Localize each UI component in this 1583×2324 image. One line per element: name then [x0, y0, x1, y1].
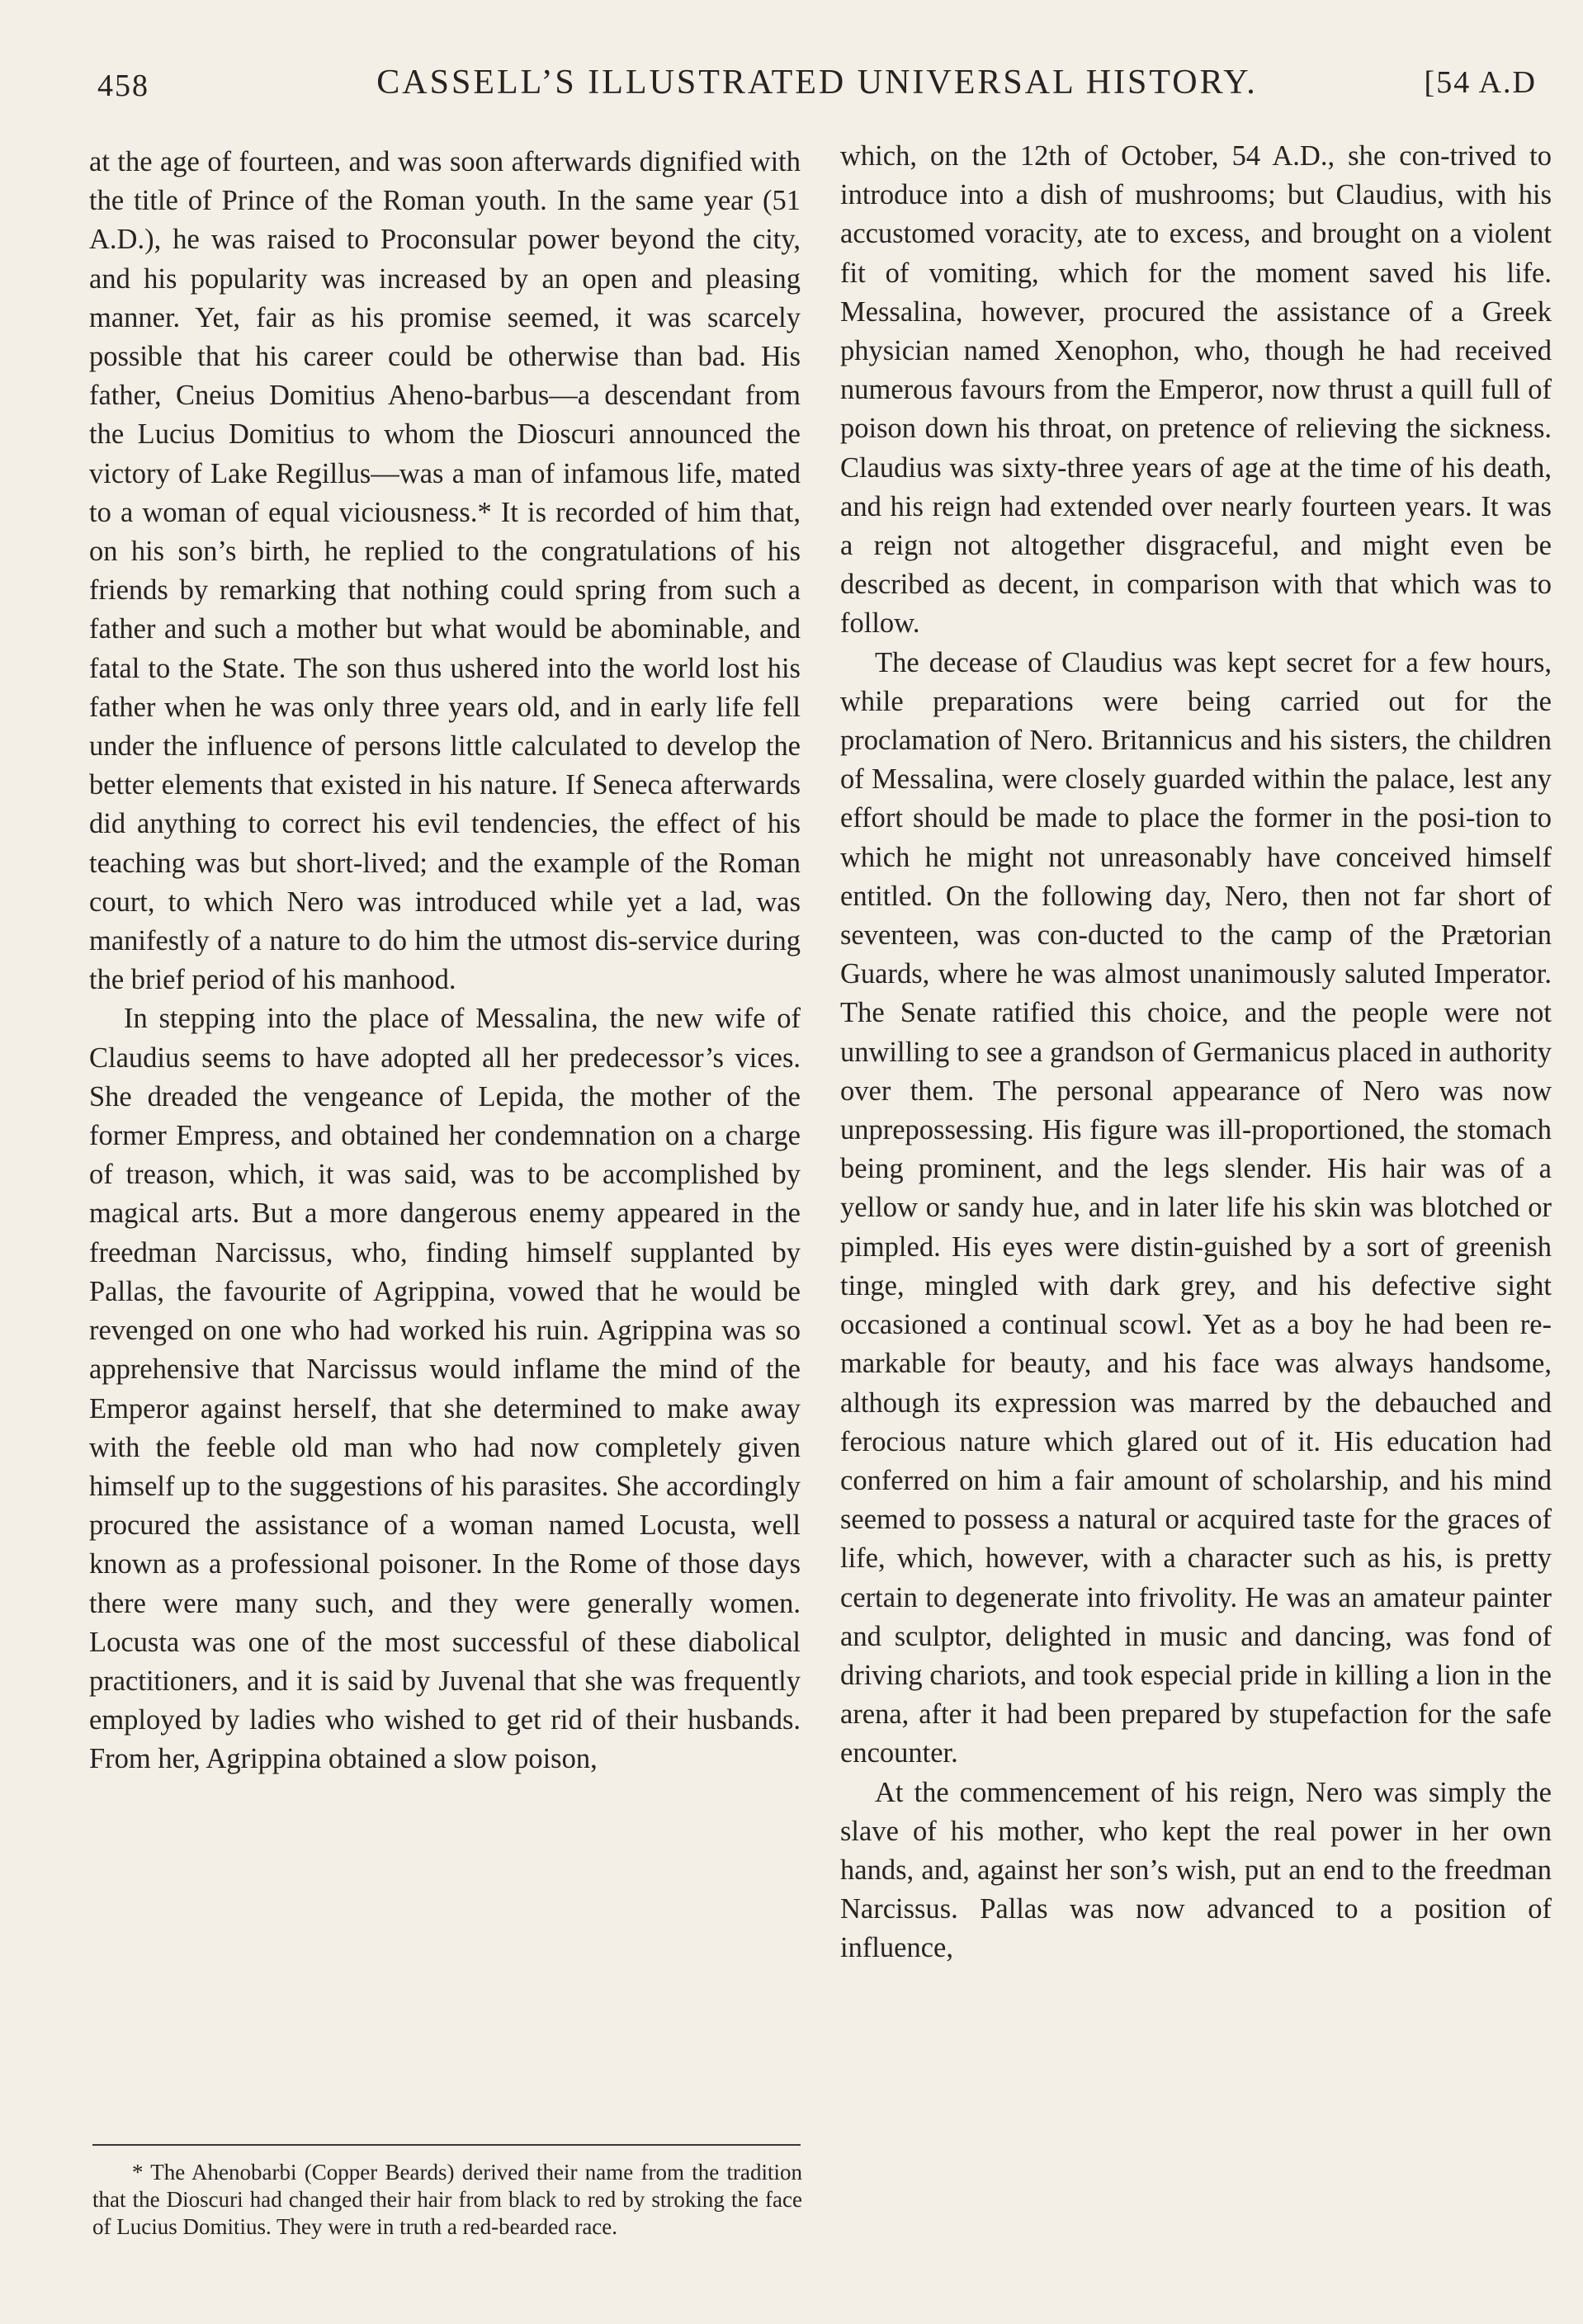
footnote: * The Ahenobarbi (Copper Beards) derived their name from the tradition that the Dioscuri had changed their hair from black to red by stroking the face of Lucius Domitius. They were in truth a red-bearded race.	[92, 2160, 802, 2239]
paragraph: At the commencement of his reign, Nero was simply the slave of his mother, who kept the real power in her own hands, and, against her son’s wish, put an end to the freedman Narcissus. Pallas was now advanced to a position of influence,	[840, 1776, 1552, 1964]
running-head	[97, 58, 1537, 107]
paragraph: The decease of Claudius was kept secret for a few hours, while preparations were being carried out for the proclamation of Nero. Britannicus and his sisters, the children of Messalina, were closely guarded within the palace, lest any effort should be made to place the former in the posi-tion to which he might not unreasonably have conceived himself entitled. On the following day, Nero, then not far short of seventeen, was con-ducted to the camp of the Prætorian Guards, where he was almost unanimously saluted Imperator. The Senate ratified this choice, and the people were not unwilling to see a grandson of Germanicus placed in authority over them. The personal appearance of Nero was now unprepossessing. His figure was ill-proportioned, the stomach being prominent, and the legs slender. His hair was of a yellow or sandy hue, and in later life his skin was blotched or pimpled. His eyes were distin-guished by a sort of greenish tinge, mingled with dark grey, and his defective sight occasioned a continual scowl. Yet as a boy he had been re-markable for beauty, and his face was always handsome, although its expression was marred by the debauched and ferocious nature which glared out of it. His education had conferred on him a fair amount of scholarship, and his mind seemed to possess a natural or acquired taste for the graces of life, which, however, with a character such as his, is pretty certain to degenerate into frivolity. He was an amateur painter and sculptor, delighted in music and dancing, was fond of driving chariots, and took especial pride in killing a lion in the arena, after it had been prepared by stupefaction for the safe encounter.	[840, 646, 1552, 1769]
running-date: [54 A.D	[1424, 65, 1537, 100]
right-column	[840, 137, 1552, 1968]
paragraph: which, on the 12th of October, 54 A.D., she con-trived to introduce into a dish of mushrooms; but Claudius, with his accustomed voracity, ate to excess, and brought on a violent fit of vomiting, which for the moment saved his life. Messalina, however, procured the assistance of a Greek physician named Xenophon, who, though he had received numerous favours from the Emperor, now thrust a quill full of poison down his throat, on pretence of relieving the sickness. Claudius was sixty-three years of age at the time of his death, and his reign had extended over nearly fourteen years. It was a reign not altogether disgraceful, and might even be described as decent, in comparison with that which was to follow.	[840, 140, 1552, 640]
book-title: CASSELL’S ILLUSTRATED UNIVERSAL HISTORY.	[376, 64, 1258, 102]
paragraph: at the age of fourteen, and was soon afterwards dignified with the title of Prince of the Roman youth. In the same year (51 A.D.), he was raised to Proconsular power beyond the city, and his popularity was increased by an open and pleasing manner. Yet, fair as his promise seemed, it was scarcely possible that his career could be otherwise than bad. His father, Cneius Domitius Aheno-barbus—a descendant from the Lucius Domitius to whom the Dioscuri announced the victory of Lake Regillus—was a man of infamous life, mated to a woman of equal viciousness.* It is recorded of him that, on his son’s birth, he replied to the congratulations of his friends by remarking that nothing could spring from such a father and such a mother but what would be abominable, and fatal to the State. The son thus ushered into the world lost his father when he was only three years old, and in early life fell under the influence of persons little calculated to develop the better elements that existed in his nature. If Seneca afterwards did anything to correct his evil tendencies, the effect of his teaching was but short-lived; and the example of the Roman court, to which Nero was introduced while yet a lad, was manifestly of a nature to do him the utmost dis-service during the brief period of his manhood.	[89, 146, 801, 996]
footnote-divider	[92, 2144, 801, 2146]
paragraph: In stepping into the place of Messalina, the new wife of Claudius seems to have adopted all her predecessor’s vices. She dreaded the vengeance of Lepida, the mother of the former Empress, and obtained her condemnation on a charge of treason, which, it was said, was to be accomplished by magical arts. But a more dangerous enemy appeared in the freedman Narcissus, who, finding himself supplanted by Pallas, the favourite of Agrippina, vowed that he would be revenged on one who had worked his ruin. Agrippina was so apprehensive that Narcissus would inflame the mind of the Emperor against herself, that she determined to make away with the feeble old man who had now completely given himself up to the suggestions of his parasites. She accordingly procured the assistance of a woman named Locusta, well known as a professional poisoner. In the Rome of those days there were many such, and they were generally women. Locusta was one of the most successful of these diabolical practitioners, and it is said by Juvenal that she was frequently employed by ladies who wished to get rid of their husbands. From her, Agrippina obtained a slow poison,	[89, 1003, 801, 1775]
left-column	[89, 143, 801, 1779]
page-number: 458	[97, 68, 149, 103]
